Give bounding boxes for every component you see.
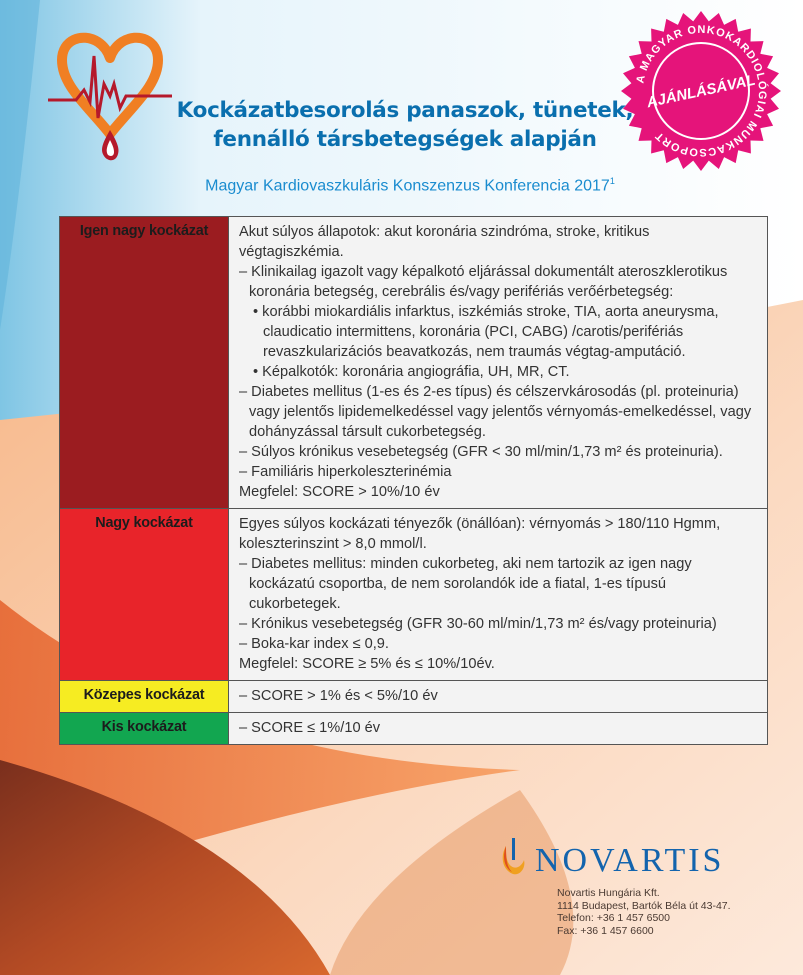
- novartis-wordmark: NOVARTIS: [535, 842, 725, 879]
- company-address-block: [557, 887, 731, 937]
- risk-description-line: – SCORE > 1% és < 5%/10 év: [239, 688, 438, 704]
- risk-description-line: • Képalkotók: koronária angiográfia, UH, MR, CT.: [253, 364, 570, 380]
- company-address: 1114 Budapest, Bartók Béla út 43-47.: [557, 899, 731, 912]
- risk-category: Kis kockázat: [60, 713, 229, 745]
- risk-description-line: Megfelel: SCORE > 10%/10 év: [239, 484, 440, 500]
- page-title: [160, 96, 650, 154]
- risk-description: [229, 713, 768, 745]
- risk-row: [60, 217, 768, 509]
- risk-row: [60, 713, 768, 745]
- subtitle-text: Magyar Kardiovaszkuláris Konszenzus Konferencia 2017: [205, 177, 610, 195]
- heart-ecg-logo-icon: [48, 26, 172, 162]
- company-name: Novartis Hungária Kft.: [557, 887, 660, 899]
- risk-description-line: – Diabetes mellitus (1-es és 2-es típus) és célszervkárosodás (pl. proteinuria) vagy jelentős lipidemelkedéssel vagy jelentős vérnyomás-emelkedéssel, vagy dohányzással társult cukorbetegség.: [239, 384, 752, 440]
- footnote-marker: 1: [609, 176, 615, 186]
- risk-description-line: – Diabetes mellitus: minden cukorbeteg, aki nem tartozik az igen nagy kockázatú csoportba, de nem sorolandók ide a fiatal, 1-es típusú cukorbetegek.: [239, 556, 692, 612]
- risk-description: [229, 217, 768, 509]
- page-subtitle: [140, 176, 680, 195]
- risk-description-line: – Klinikailag igazolt vagy képalkotó eljárással dokumentált ateroszklerotikus koronária betegség, cerebrális és/vagy perifériás verőérbetegség:: [239, 264, 728, 300]
- seal-center-text: AJÁNLÁSÁVAL: [645, 71, 757, 112]
- risk-description-line: – Súlyos krónikus vesebetegség (GFR < 30 ml/min/1,73 m² és proteinuria).: [239, 444, 723, 460]
- title-line-2: fennálló társbetegségek alapján: [213, 127, 597, 152]
- risk-row: [60, 681, 768, 713]
- risk-description-line: Megfelel: SCORE ≥ 5% és ≤ 10%/10év.: [239, 656, 495, 672]
- risk-description: [229, 681, 768, 713]
- novartis-flame-logo-icon: [500, 838, 526, 876]
- risk-description-line: Akut súlyos állapotok: akut koronária szindróma, stroke, kritikus végtagiszkémia.: [239, 224, 650, 260]
- risk-table: [59, 216, 768, 745]
- title-line-1: Kockázatbesorolás panaszok, tünetek,: [176, 98, 634, 123]
- company-phone: Telefon: +36 1 457 6500: [557, 912, 670, 924]
- risk-category: Igen nagy kockázat: [60, 217, 229, 509]
- risk-category: Közepes kockázat: [60, 681, 229, 713]
- risk-category: Nagy kockázat: [60, 509, 229, 681]
- risk-description-line: Egyes súlyos kockázati tényezők (önállóan): vérnyomás > 180/110 Hgmm, koleszterinszint > 8,0 mmol/l.: [239, 516, 721, 552]
- risk-description-line: – SCORE ≤ 1%/10 év: [239, 720, 381, 736]
- company-fax: Fax: +36 1 457 6600: [557, 924, 654, 937]
- risk-description: [229, 509, 768, 681]
- risk-description-line: – Krónikus vesebetegség (GFR 30-60 ml/min/1,73 m² és/vagy proteinuria): [239, 616, 717, 632]
- risk-description-line: – Familiáris hiperkoleszterinémia: [239, 464, 452, 480]
- risk-description-line: – Boka-kar index ≤ 0,9.: [239, 636, 389, 652]
- seal-ring-text: A MAGYAR ONKOKARDIOLÓGIAI MUNKACSOPORT: [634, 23, 769, 159]
- risk-row: [60, 509, 768, 681]
- risk-description-line: • korábbi miokardiális infarktus, iszkémiás stroke, TIA, aorta aneurysma, claudicatio intermittens, koronária (PCI, CABG) /carotis/perifériás revaszkularizációs beavatkozás, nem traumás végtag-amputáció.: [253, 304, 719, 360]
